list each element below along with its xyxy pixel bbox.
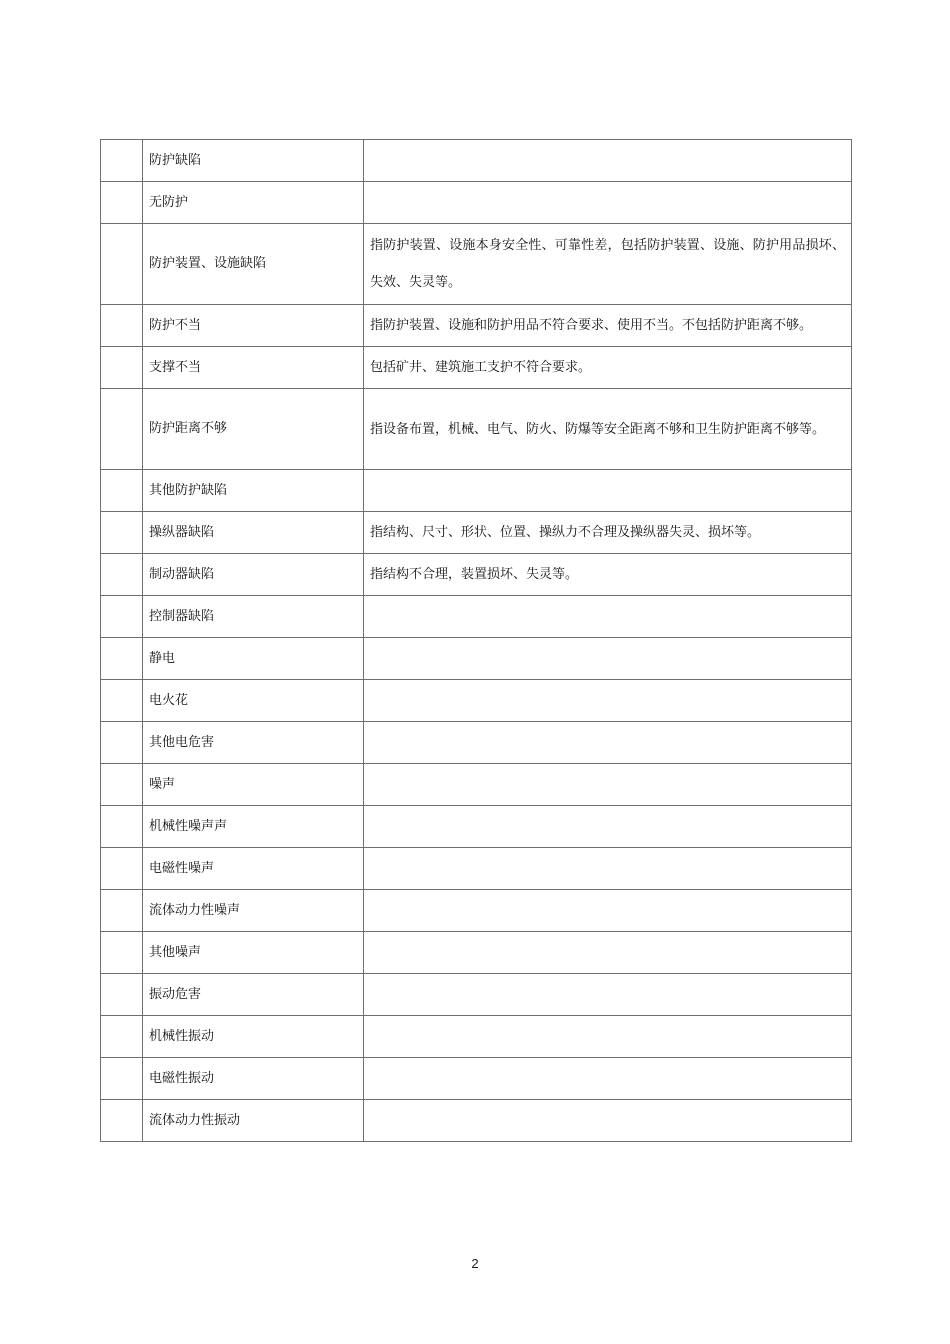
hazard-name-cell: 机械性噪声声 (143, 806, 364, 848)
hazard-description-cell (364, 764, 852, 806)
row-index-cell (101, 182, 143, 224)
hazard-name-cell: 防护装置、设施缺陷 (143, 224, 364, 305)
hazard-description-cell (364, 1016, 852, 1058)
row-index-cell (101, 806, 143, 848)
hazard-description-cell (364, 890, 852, 932)
row-index-cell (101, 512, 143, 554)
row-index-cell (101, 638, 143, 680)
table-row (101, 224, 852, 305)
table-row (101, 806, 852, 848)
table-row (101, 389, 852, 470)
hazard-description-cell: 指防护装置、设施本身安全性、可靠性差，包括防护装置、设施、防护用品损坏、失效、失灵等。 (364, 224, 852, 305)
page-number: 2 (471, 1256, 479, 1271)
row-index-cell (101, 1100, 143, 1142)
row-index-cell (101, 470, 143, 512)
table-row (101, 347, 852, 389)
table-row (101, 764, 852, 806)
hazard-name-cell: 流体动力性振动 (143, 1100, 364, 1142)
hazard-description-cell (364, 974, 852, 1016)
hazard-name-cell: 电磁性噪声 (143, 848, 364, 890)
hazard-description-cell (364, 470, 852, 512)
table-row (101, 890, 852, 932)
hazard-description-cell: 指结构、尺寸、形状、位置、操纵力不合理及操纵器失灵、损坏等。 (364, 512, 852, 554)
hazard-name-cell: 其他防护缺陷 (143, 470, 364, 512)
row-index-cell (101, 389, 143, 470)
table-row (101, 1100, 852, 1142)
row-index-cell (101, 140, 143, 182)
hazard-name-cell: 噪声 (143, 764, 364, 806)
row-index-cell (101, 1016, 143, 1058)
table-row (101, 848, 852, 890)
hazard-description-cell (364, 722, 852, 764)
hazard-name-cell: 静电 (143, 638, 364, 680)
hazard-description-cell: 指防护装置、设施和防护用品不符合要求、使用不当。不包括防护距离不够。 (364, 305, 852, 347)
row-index-cell (101, 305, 143, 347)
hazard-name-cell: 防护不当 (143, 305, 364, 347)
row-index-cell (101, 224, 143, 305)
hazard-name-cell: 机械性振动 (143, 1016, 364, 1058)
table-row (101, 932, 852, 974)
hazard-description-cell (364, 848, 852, 890)
hazard-name-cell: 制动器缺陷 (143, 554, 364, 596)
table-row (101, 722, 852, 764)
hazard-description-cell (364, 596, 852, 638)
row-index-cell (101, 596, 143, 638)
row-index-cell (101, 932, 143, 974)
table-row (101, 305, 852, 347)
table-row (101, 470, 852, 512)
row-index-cell (101, 848, 143, 890)
hazard-name-cell: 电磁性振动 (143, 1058, 364, 1100)
row-index-cell (101, 680, 143, 722)
row-index-cell (101, 347, 143, 389)
hazard-name-cell: 操纵器缺陷 (143, 512, 364, 554)
hazard-description-cell: 指设备布置，机械、电气、防火、防爆等安全距离不够和卫生防护距离不够等。 (364, 389, 852, 470)
row-index-cell (101, 722, 143, 764)
hazard-name-cell: 电火花 (143, 680, 364, 722)
hazard-name-cell: 无防护 (143, 182, 364, 224)
row-index-cell (101, 554, 143, 596)
hazard-name-cell: 控制器缺陷 (143, 596, 364, 638)
hazard-name-cell: 其他电危害 (143, 722, 364, 764)
table-row (101, 140, 852, 182)
hazard-name-cell: 支撑不当 (143, 347, 364, 389)
table-row (101, 1016, 852, 1058)
row-index-cell (101, 974, 143, 1016)
hazard-name-cell: 流体动力性噪声 (143, 890, 364, 932)
hazard-table (100, 139, 852, 1142)
row-index-cell (101, 890, 143, 932)
table-row (101, 1058, 852, 1100)
hazard-description-cell (364, 1058, 852, 1100)
table-row (101, 596, 852, 638)
hazard-description-cell: 包括矿井、建筑施工支护不符合要求。 (364, 347, 852, 389)
hazard-table-body (101, 140, 852, 1142)
hazard-description-cell (364, 680, 852, 722)
hazard-name-cell: 防护缺陷 (143, 140, 364, 182)
hazard-description-cell (364, 182, 852, 224)
hazard-name-cell: 振动危害 (143, 974, 364, 1016)
table-row (101, 974, 852, 1016)
table-row (101, 638, 852, 680)
table-row (101, 512, 852, 554)
hazard-description-cell: 指结构不合理，装置损坏、失灵等。 (364, 554, 852, 596)
hazard-description-cell (364, 1100, 852, 1142)
hazard-description-cell (364, 806, 852, 848)
hazard-description-cell (364, 932, 852, 974)
hazard-name-cell: 其他噪声 (143, 932, 364, 974)
table-row (101, 680, 852, 722)
row-index-cell (101, 1058, 143, 1100)
hazard-description-cell (364, 638, 852, 680)
table-row (101, 554, 852, 596)
hazard-name-cell: 防护距离不够 (143, 389, 364, 470)
row-index-cell (101, 764, 143, 806)
hazard-description-cell (364, 140, 852, 182)
table-row (101, 182, 852, 224)
